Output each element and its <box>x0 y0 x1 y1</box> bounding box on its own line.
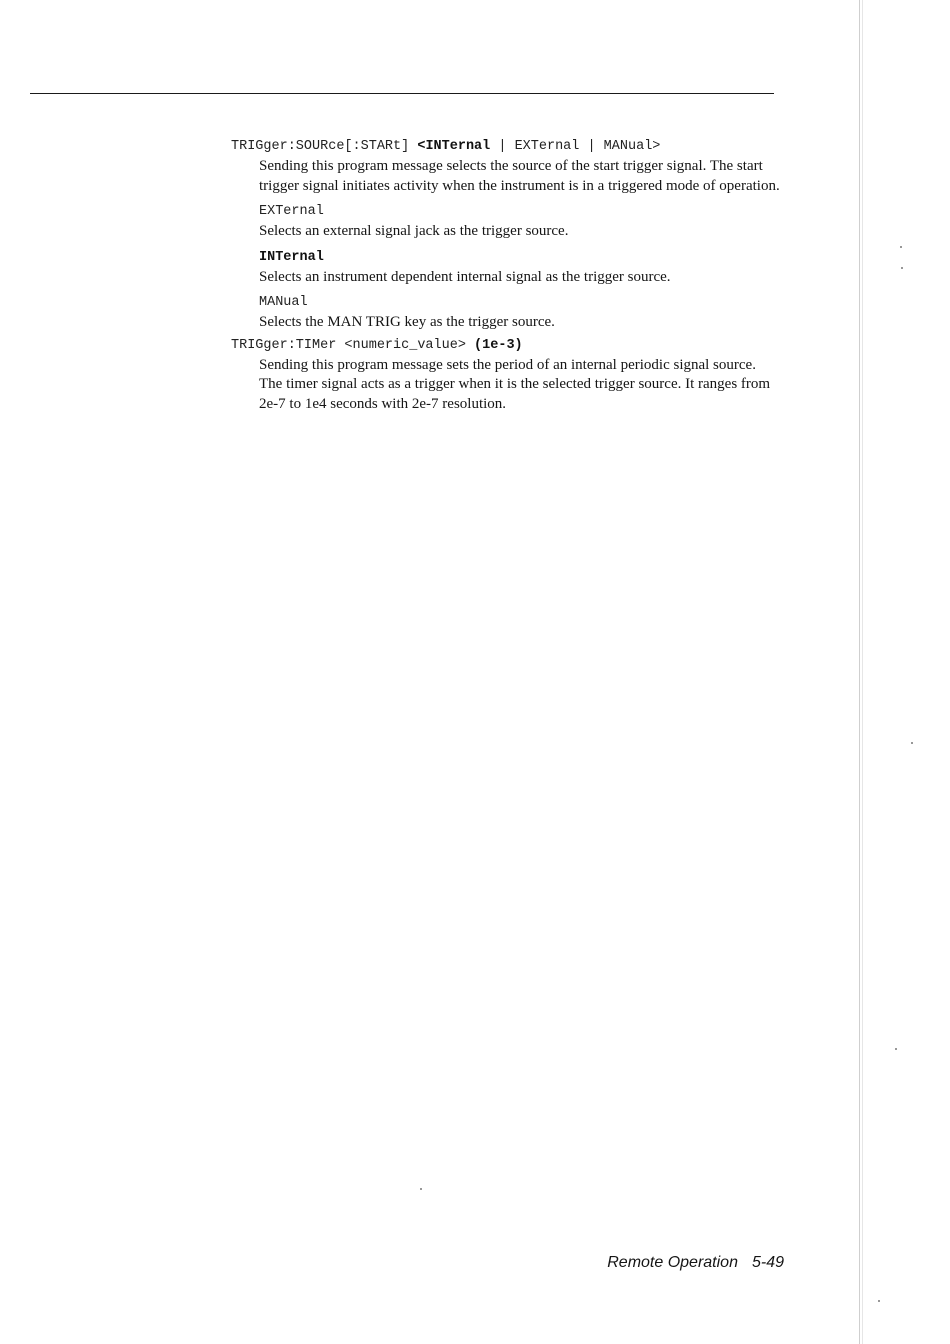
trigger-source-command-suffix: | EXTernal | MANual> <box>490 139 661 154</box>
scan-speck <box>420 1188 422 1190</box>
trigger-timer-command <box>231 336 791 356</box>
footer-chapter: Remote Operation <box>607 1254 738 1271</box>
scan-speck <box>911 742 913 744</box>
option-external-name: EXTernal <box>259 204 324 219</box>
page-footer <box>607 1254 784 1272</box>
command-reference <box>231 137 791 414</box>
footer-page-number: 5-49 <box>751 1254 784 1271</box>
trigger-timer-description: Sending this program message sets the period of an internal periodic signal source. The timer signal acts as a trigger when it is the selected trigger source. It ranges from 2e-7 to 1e4 seconds with 2e-7 resolution. <box>259 356 771 412</box>
option-manual-name: MANual <box>259 295 308 310</box>
scan-edge-line-secondary <box>862 0 863 1344</box>
scan-speck <box>900 246 902 248</box>
scan-speck <box>878 1300 880 1302</box>
option-manual <box>259 293 791 333</box>
header-rule <box>30 93 774 94</box>
option-internal-description: Selects an instrument dependent internal signal as the trigger source. <box>259 268 671 285</box>
trigger-timer-command-default: (1e-3) <box>474 337 523 353</box>
option-external <box>259 202 791 242</box>
trigger-timer-command-prefix: TRIGger:TIMer <numeric_value> <box>231 337 475 353</box>
option-internal-name: INTernal <box>259 249 324 265</box>
scan-edge-line <box>859 0 860 1344</box>
option-internal <box>259 248 791 288</box>
trigger-source-command-prefix: TRIGger:SOURce[:STARt] <box>231 139 418 154</box>
trigger-source-command <box>231 137 791 157</box>
scan-speck <box>901 267 903 269</box>
option-external-description: Selects an external signal jack as the trigger source. <box>259 223 569 239</box>
option-manual-description: Selects the MAN TRIG key as the trigger source. <box>259 314 555 330</box>
trigger-source-command-default: <INTernal <box>417 139 491 154</box>
trigger-source-description: Sending this program message selects the source of the start trigger signal. The start trigger signal initiates activity when the instrument is in a triggered mode of operation. <box>259 158 780 194</box>
scan-speck <box>895 1048 897 1050</box>
